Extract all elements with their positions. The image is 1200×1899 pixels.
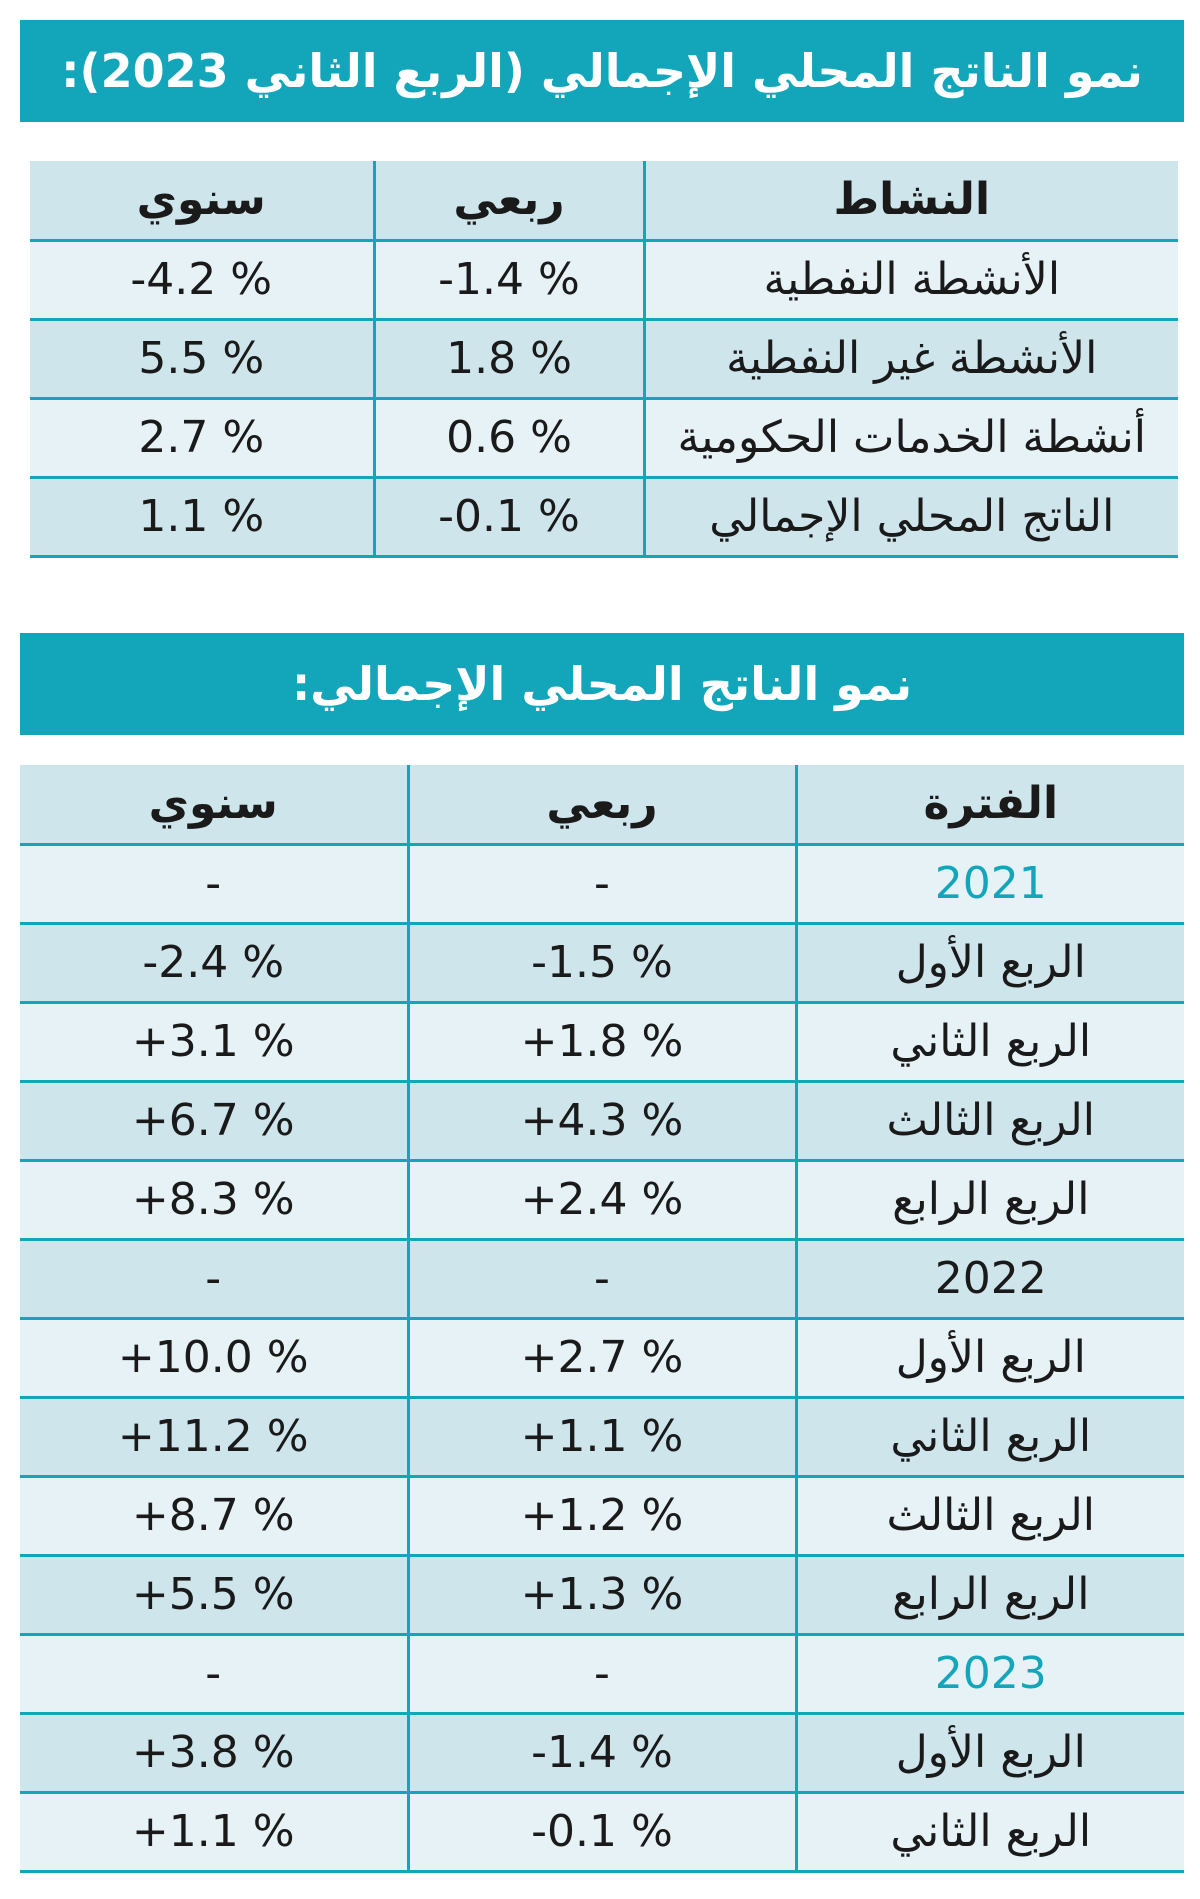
period-cell: الربع الثاني	[796, 1397, 1184, 1476]
table-row	[20, 1555, 1184, 1634]
banner-title: نمو الناتج المحلي الإجمالي:	[291, 657, 913, 711]
quarterly-cell: -1.4 %	[374, 240, 644, 319]
table-row	[20, 1081, 1184, 1160]
banner-title: نمو الناتج المحلي الإجمالي (الربع الثاني 2023):	[61, 44, 1143, 98]
quarterly-cell: +1.3 %	[408, 1555, 796, 1634]
quarterly-cell: -1.4 %	[408, 1713, 796, 1792]
period-growth-table	[20, 765, 1184, 1873]
quarterly-cell: -	[408, 1239, 796, 1318]
annual-cell: +3.1 %	[20, 1002, 408, 1081]
table-row	[30, 398, 1178, 477]
activity-cell: الناتج المحلي الإجمالي	[644, 477, 1178, 556]
activity-cell: أنشطة الخدمات الحكومية	[644, 398, 1178, 477]
table-row	[20, 844, 1184, 923]
period-cell: الربع الثالث	[796, 1476, 1184, 1555]
period-cell: الربع الثاني	[796, 1792, 1184, 1871]
period-cell: الربع الأول	[796, 1318, 1184, 1397]
table-row	[20, 1634, 1184, 1713]
table-header-row	[30, 161, 1178, 240]
quarterly-cell: 1.8 %	[374, 319, 644, 398]
annual-cell: -	[20, 844, 408, 923]
period-cell: الربع الأول	[796, 923, 1184, 1002]
quarterly-cell: +1.1 %	[408, 1397, 796, 1476]
quarterly-cell: -1.5 %	[408, 923, 796, 1002]
table-row	[30, 477, 1178, 556]
period-cell: الربع الثاني	[796, 1002, 1184, 1081]
annual-cell: +8.3 %	[20, 1160, 408, 1239]
quarterly-cell: +1.2 %	[408, 1476, 796, 1555]
header-activity: النشاط	[644, 161, 1178, 240]
annual-cell: +5.5 %	[20, 1555, 408, 1634]
quarterly-cell: -	[408, 1634, 796, 1713]
period-cell: الربع الرابع	[796, 1555, 1184, 1634]
annual-cell: -	[20, 1634, 408, 1713]
table-row	[20, 1318, 1184, 1397]
quarterly-cell: -0.1 %	[374, 477, 644, 556]
table-header-row	[20, 765, 1184, 844]
banner-gdp-growth	[20, 633, 1184, 735]
period-cell: الربع الثالث	[796, 1081, 1184, 1160]
quarterly-cell: +1.8 %	[408, 1002, 796, 1081]
annual-cell: +1.1 %	[20, 1792, 408, 1871]
table-row	[20, 1713, 1184, 1792]
table-row	[20, 923, 1184, 1002]
quarterly-cell: +4.3 %	[408, 1081, 796, 1160]
annual-cell: -	[20, 1239, 408, 1318]
period-cell: الربع الأول	[796, 1713, 1184, 1792]
annual-cell: -4.2 %	[30, 240, 374, 319]
year-cell: 2023	[796, 1634, 1184, 1713]
quarterly-cell: 0.6 %	[374, 398, 644, 477]
table-row	[30, 240, 1178, 319]
period-cell: الربع الرابع	[796, 1160, 1184, 1239]
header-annual: سنوي	[20, 765, 408, 844]
activity-cell: الأنشطة غير النفطية	[644, 319, 1178, 398]
annual-cell: +8.7 %	[20, 1476, 408, 1555]
annual-cell: +6.7 %	[20, 1081, 408, 1160]
quarterly-cell: -	[408, 844, 796, 923]
annual-cell: 1.1 %	[30, 477, 374, 556]
quarterly-cell: +2.4 %	[408, 1160, 796, 1239]
annual-cell: 5.5 %	[30, 319, 374, 398]
table-row	[20, 1792, 1184, 1871]
banner-gdp-q2-2023	[20, 20, 1184, 122]
table-row	[20, 1002, 1184, 1081]
header-quarterly: ربعي	[374, 161, 644, 240]
table-row	[20, 1239, 1184, 1318]
activity-growth-table	[30, 161, 1178, 558]
year-cell: 2021	[796, 844, 1184, 923]
annual-cell: 2.7 %	[30, 398, 374, 477]
table-row	[20, 1397, 1184, 1476]
annual-cell: -2.4 %	[20, 923, 408, 1002]
table-row	[20, 1160, 1184, 1239]
activity-cell: الأنشطة النفطية	[644, 240, 1178, 319]
header-annual: سنوي	[30, 161, 374, 240]
quarterly-cell: +2.7 %	[408, 1318, 796, 1397]
annual-cell: +10.0 %	[20, 1318, 408, 1397]
table-row	[20, 1476, 1184, 1555]
annual-cell: +3.8 %	[20, 1713, 408, 1792]
header-quarterly: ربعي	[408, 765, 796, 844]
table-row	[30, 319, 1178, 398]
header-period: الفترة	[796, 765, 1184, 844]
quarterly-cell: -0.1 %	[408, 1792, 796, 1871]
year-cell: 2022	[796, 1239, 1184, 1318]
annual-cell: +11.2 %	[20, 1397, 408, 1476]
